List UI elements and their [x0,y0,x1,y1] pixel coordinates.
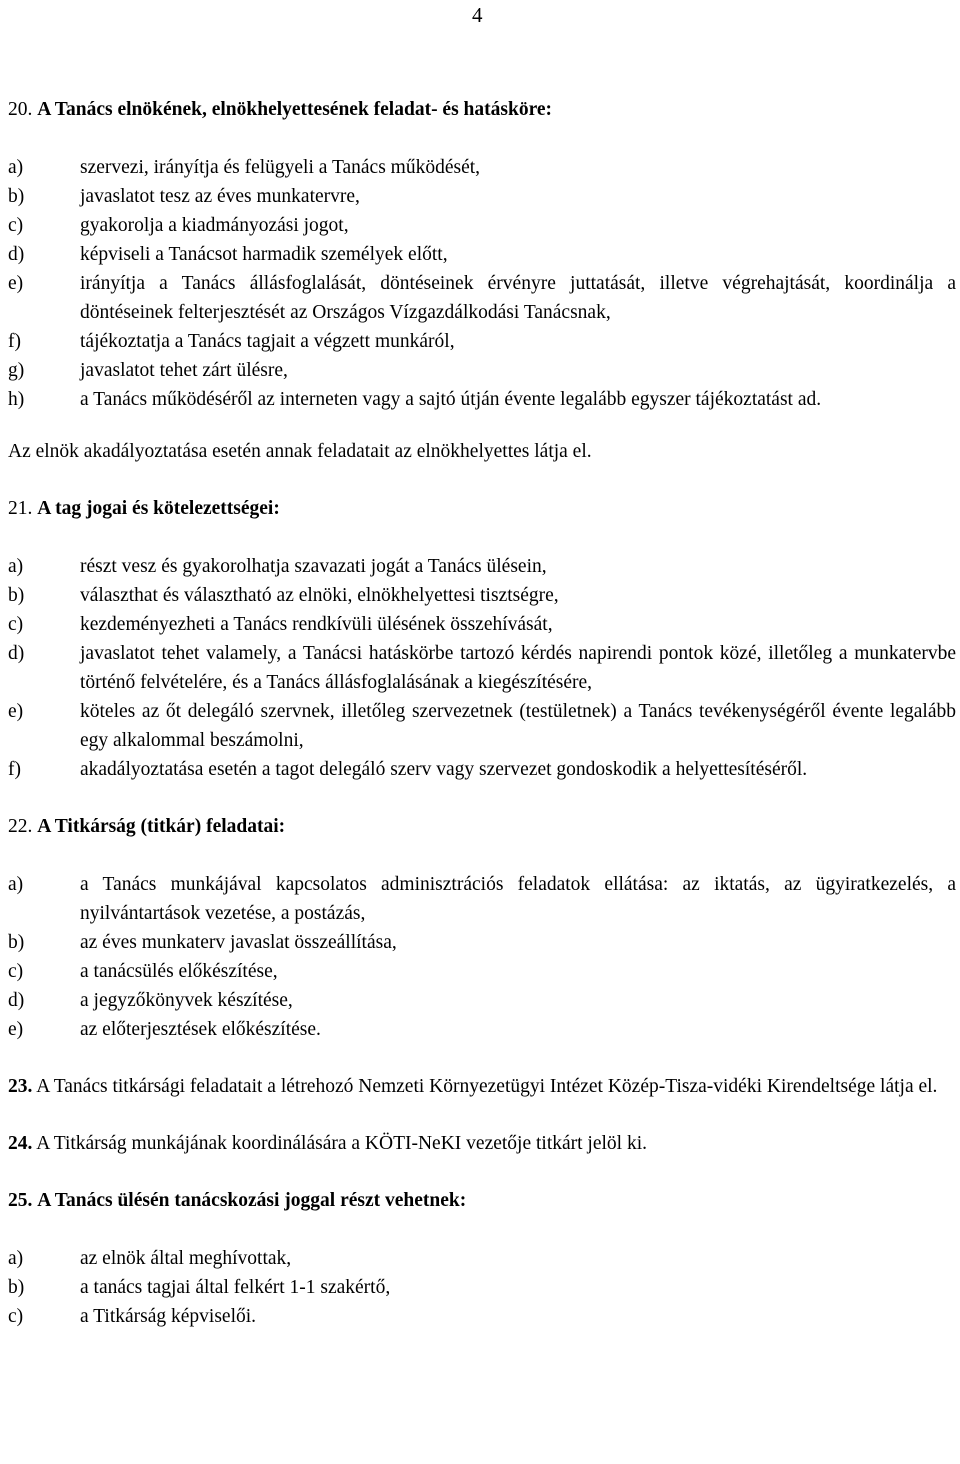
item-text: kezdeményezheti a Tanács rendkívüli ülésének összehívását, [80,614,553,635]
section-20 [8,95,956,466]
list-item [8,697,956,755]
list-item [8,240,956,269]
item-text: köteles az őt delegáló szervnek, illetőleg szervezetnek (testületnek) a Tanács tevékenységéről évente legalább egy alkalommal beszámolni, [80,701,956,751]
list-item [8,1273,956,1302]
item-label: g) [8,360,25,381]
list-item [8,269,956,327]
item-text: akadályoztatása esetén a tagot delegáló szerv vagy szervezet gondoskodik a helyettesítéséről. [80,759,808,780]
list-item [8,986,956,1015]
section-number: 25. [8,1190,33,1211]
item-text: választhat és választható az elnöki, elnökhelyettesi tisztségre, [80,585,559,606]
section-title: A Tanács ülésén tanácskozási joggal részt vehetnek: [37,1190,467,1211]
list-item [8,1302,956,1331]
item-text: az éves munkaterv javaslat összeállítása, [80,932,397,953]
section-number: 22. [8,816,33,837]
item-text: javaslatot tehet valamely, a Tanácsi hatáskörbe tartozó kérdés napirendi pontok közé, illetőleg a munkatervbe történő felvételére, és a Tanács állásfoglalásának a kiegészítésére, [80,643,956,693]
item-label: a) [8,874,24,895]
paragraph-24 [8,1129,956,1158]
section-number: 20. [8,99,33,120]
item-label: f) [8,759,21,780]
list-item [8,385,956,414]
section-title: A tag jogai és kötelezettségei: [37,498,280,519]
item-text: a tanács tagjai által felkért 1-1 szakértő, [80,1277,391,1298]
paragraph-23 [8,1072,956,1101]
list-item [8,610,956,639]
section-title: A Tanács elnökének, elnökhelyettesének feladat- és hatásköre: [37,99,553,120]
item-label: c) [8,215,24,236]
item-text: az előterjesztések előkészítése. [80,1019,321,1040]
section-list [8,870,956,1044]
list-item [8,755,956,784]
list-item [8,356,956,385]
item-text: a jegyzőkönyvek készítése, [80,990,293,1011]
item-label: b) [8,186,25,207]
item-label: b) [8,1277,25,1298]
list-item [8,182,956,211]
item-label: a) [8,556,24,577]
item-text: részt vesz és gyakorolhatja szavazati jogát a Tanács ülésein, [80,556,547,577]
list-item [8,1015,956,1044]
page-number: 4 [472,3,483,27]
item-label: e) [8,1019,24,1040]
section-number: 21. [8,498,33,519]
item-text: irányítja a Tanács állásfoglalását, döntéseinek érvényre juttatását, illetve végrehajtását, koordinálja a döntéseinek felterjesztését az Országos Vízgazdálkodási Tanácsnak, [80,273,956,323]
section-list [8,153,956,414]
section-number: 23. [8,1076,33,1097]
section-heading [8,1186,956,1215]
list-item [8,639,956,697]
section-heading [8,95,956,124]
item-text: a Tanács munkájával kapcsolatos adminisztrációs feladatok ellátása: az iktatás, az ügyiratkezelés, a nyilvántartások vezetése, a postázás, [80,874,956,924]
item-label: e) [8,273,24,294]
list-item [8,327,956,356]
paragraph-text: A Tanács titkársági feladatait a létrehozó Nemzeti Környezetügyi Intézet Közép-Tisza-vidéki Kirendeltsége látja el. [36,1076,938,1097]
paragraph-text: A Titkárság munkájának koordinálására a KÖTI-NeKI vezetője titkárt jelöl ki. [36,1133,648,1154]
item-label: f) [8,331,21,352]
item-label: h) [8,389,25,410]
item-text: javaslatot tehet zárt ülésre, [80,360,288,381]
item-text: képviseli a Tanácsot harmadik személyek előtt, [80,244,448,265]
item-text: gyakorolja a kiadmányozási jogot, [80,215,349,236]
item-label: c) [8,961,24,982]
section-heading [8,812,956,841]
item-label: b) [8,932,25,953]
item-text: javaslatot tesz az éves munkatervre, [80,186,360,207]
item-label: d) [8,643,25,664]
item-text: a tanácsülés előkészítése, [80,961,278,982]
item-text: a Tanács működéséről az interneten vagy a sajtó útján évente legalább egyszer tájékoztatást ad. [80,389,822,410]
list-item [8,552,956,581]
section-heading [8,494,956,523]
list-item [8,153,956,182]
item-label: a) [8,157,24,178]
section-22 [8,812,956,1044]
section-list [8,1244,956,1331]
item-label: c) [8,614,24,635]
item-text: az elnök által meghívottak, [80,1248,292,1269]
section-note: Az elnök akadályoztatása esetén annak feladatait az elnökhelyettes látja el. [8,441,592,462]
section-title: A Titkárság (titkár) feladatai: [37,816,286,837]
item-text: szervezi, irányítja és felügyeli a Tanács működését, [80,157,481,178]
list-item [8,1244,956,1273]
list-item [8,211,956,240]
item-text: a Titkárság képviselői. [80,1306,257,1327]
document-body [8,95,956,1331]
section-list [8,552,956,784]
item-label: d) [8,990,25,1011]
section-21 [8,494,956,784]
item-label: d) [8,244,25,265]
list-item [8,928,956,957]
section-25 [8,1186,956,1331]
item-label: c) [8,1306,24,1327]
list-item [8,581,956,610]
list-item [8,870,956,928]
item-text: tájékoztatja a Tanács tagjait a végzett munkáról, [80,331,455,352]
item-label: e) [8,701,24,722]
item-label: b) [8,585,25,606]
section-number: 24. [8,1133,33,1154]
list-item [8,957,956,986]
item-label: a) [8,1248,24,1269]
